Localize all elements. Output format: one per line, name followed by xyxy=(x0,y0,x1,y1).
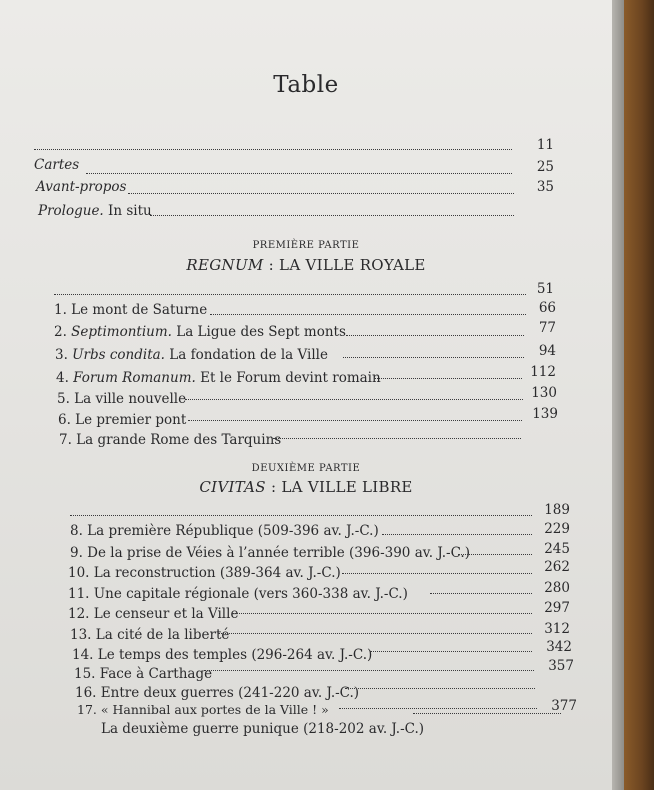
page-number: 25 xyxy=(536,159,554,175)
leader-dots xyxy=(374,378,522,379)
page-number: 11 xyxy=(536,137,554,153)
page-number: 245 xyxy=(544,541,570,557)
toc-entry: 15. Face à Carthage 357 xyxy=(74,658,574,682)
page-number: 94 xyxy=(538,343,556,359)
leader-dots xyxy=(150,215,514,216)
leader-dots xyxy=(210,314,526,315)
toc-entry: 14. Le temps des temples (296-264 av. J.-C.) 342 xyxy=(72,639,572,663)
page-number: 297 xyxy=(544,600,570,616)
page-number: 229 xyxy=(544,521,570,537)
page-number: 357 xyxy=(548,658,574,674)
leader-dots xyxy=(34,149,512,150)
leader-dots xyxy=(218,633,532,634)
toc-entry: 16. Entre deux guerres (241-220 av. J.-C.) xyxy=(75,683,575,703)
leader-dots xyxy=(346,335,524,336)
leader-dots xyxy=(343,357,524,358)
toc-entry: 5. La ville nouvelle 130 xyxy=(57,385,557,407)
part-label: DEUXIÈME PARTIE xyxy=(251,463,361,474)
page-title: Table xyxy=(273,72,339,98)
part-title: CIVITAS : LA VILLE LIBRE xyxy=(199,478,413,496)
toc-entry: 2. Septimontium. La Ligue des Sept monts 77 xyxy=(54,320,556,340)
leader-dots xyxy=(345,688,535,689)
part-title: REGNUM : LA VILLE ROYALE xyxy=(186,256,426,274)
toc-entry xyxy=(70,498,570,518)
toc-entry: 11. Une capitale régionale (vers 360-338 av. J.-C.) 280 xyxy=(68,580,570,602)
leader-dots xyxy=(188,420,522,421)
page-number: 377 xyxy=(551,698,577,714)
toc-entry: 3. Urbs condita. La fondation de la Ville 94 xyxy=(55,343,556,363)
leader-dots xyxy=(370,651,532,652)
page-number: 312 xyxy=(544,621,570,637)
page-number: 66 xyxy=(538,300,556,316)
toc-entry: Cartes 25 xyxy=(34,157,554,175)
toc-entry xyxy=(34,131,554,151)
leader-dots xyxy=(382,534,532,535)
leader-dots xyxy=(70,515,532,516)
page-number: 342 xyxy=(546,639,572,655)
toc-entry: 9. De la prise de Véies à l’année terrible (396-390 av. J.-C.) 245 xyxy=(70,541,570,561)
leader-dots xyxy=(232,613,532,614)
page-edge xyxy=(612,0,624,790)
leader-dots xyxy=(430,593,532,594)
page-number: 262 xyxy=(544,559,570,575)
page-number: 139 xyxy=(532,406,558,422)
toc-entry xyxy=(54,277,554,297)
book-cover xyxy=(624,0,654,790)
toc-entry: Prologue. In situ xyxy=(38,201,554,221)
toc-entry: 17. « Hannibal aux portes de la Ville ! » 377 xyxy=(77,698,577,717)
page-number: 280 xyxy=(544,580,570,596)
toc-entry: 4. Forum Romanum. Et le Forum devint romain 112 xyxy=(56,364,556,386)
leader-dots xyxy=(54,294,526,295)
toc-entry: 13. La cité de la liberté 312 xyxy=(70,621,570,643)
toc-entry: 8. La première République (509-396 av. J.-C.) 229 xyxy=(70,521,570,539)
toc-entry: 7. La grande Rome des Tarquins xyxy=(59,430,559,450)
page-number: 130 xyxy=(531,385,557,401)
leader-dots xyxy=(128,193,514,194)
leader-dots xyxy=(458,554,532,555)
leader-dots xyxy=(204,670,534,671)
leader-dots xyxy=(342,573,532,574)
toc-entry: Avant-propos 35 xyxy=(36,179,554,195)
page-number: 35 xyxy=(536,179,554,195)
page-number: 77 xyxy=(538,320,556,336)
toc-entry: 6. Le premier pont 139 xyxy=(58,406,558,428)
leader-dots xyxy=(86,173,512,174)
toc-entry: 12. Le censeur et la Ville 297 xyxy=(68,600,570,622)
toc-entry: 1. Le mont de Saturne 66 xyxy=(54,300,556,318)
page-number: 112 xyxy=(530,364,556,380)
leader-dots xyxy=(339,708,537,709)
leader-dots xyxy=(413,713,561,714)
page-number: 189 xyxy=(544,502,570,518)
toc-entry: 10. La reconstruction (389-364 av. J.-C.) 262 xyxy=(68,559,570,581)
toc-entry: La deuxième guerre punique (218-202 av. J.-C.) xyxy=(101,719,561,739)
leader-dots xyxy=(273,438,521,439)
page-number: 51 xyxy=(536,281,554,297)
leader-dots xyxy=(185,399,523,400)
part-label: PREMIÈRE PARTIE xyxy=(252,240,360,251)
